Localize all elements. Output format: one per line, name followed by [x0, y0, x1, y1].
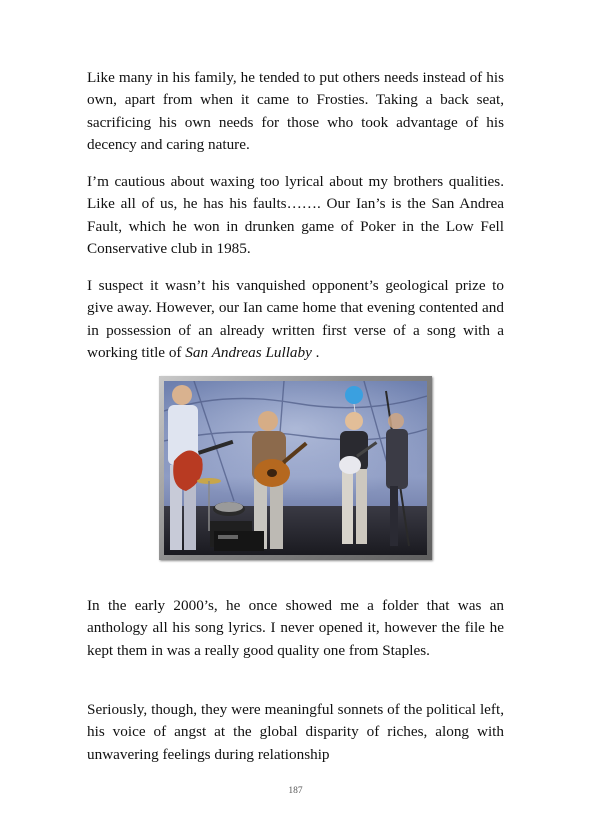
amplifier — [214, 531, 264, 551]
paragraph-song-folder: In the early 2000’s, he once showed me a folder that was an anthology all his song lyrics. I never opened it, however the file he kept them in was a really good quality one from Staples. — [87, 597, 504, 659]
paragraph-frosties: Like many in his family, he tended to put others needs instead of his own, apart from when it came to Frosties. Taking a back seat, sacrificing his own needs for those who took advantage of his decency and caring nature. — [87, 69, 504, 154]
paragraph-lullaby — [87, 275, 504, 365]
page-number: 187 — [288, 786, 303, 796]
paragraph-san-andrea-fault: I’m cautious about waxing too lyrical about my brothers qualities. Like all of us, he has his faults……. Our Ian’s is the San Andrea Fault, which he won in drunken game of Poker in the Low Fell Conservative club in 1985. — [87, 173, 504, 258]
paragraph-sonnets: Seriously, though, they were meaningful sonnets of the political left, his voice of angst at the global disparity of riches, along with unwavering feelings during relationship — [87, 701, 504, 763]
band-photo — [164, 381, 427, 555]
band-photo-frame — [159, 376, 432, 560]
paragraph-lullaby-text: I suspect it wasn’t his vanquished opponent’s geological prize to give away. However, our Ian came home that evening contented and in possession of an already written first verse of a song with a working title of — [87, 277, 504, 362]
song-title: San Andreas Lullaby — [185, 344, 312, 362]
paragraph-lullaby-end: . — [311, 344, 320, 362]
